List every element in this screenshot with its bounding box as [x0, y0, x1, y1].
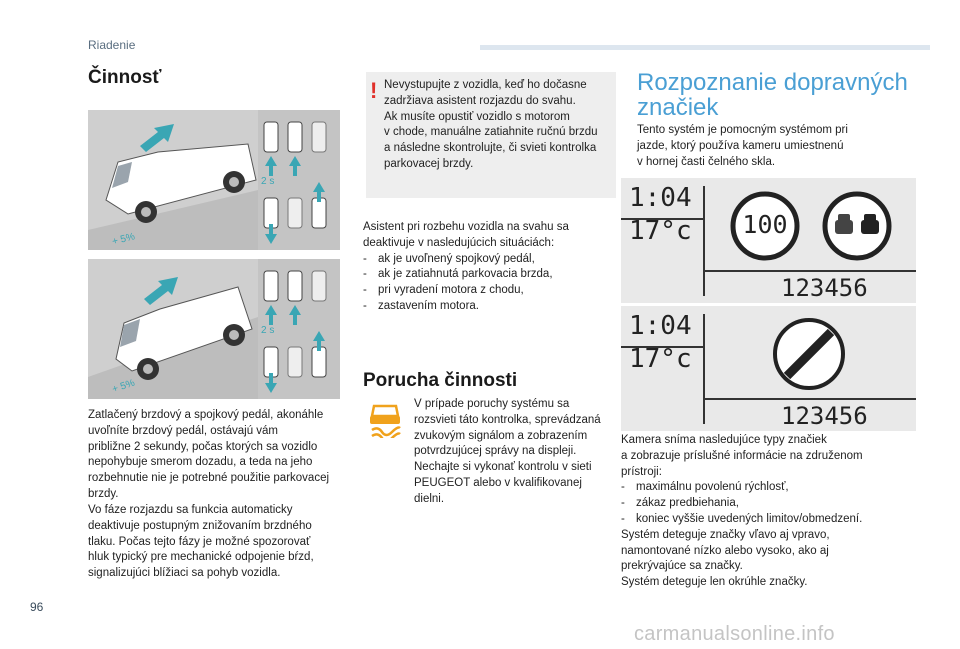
paragraph-deactivation — [88, 503, 353, 582]
clock-readout: 1:04 — [629, 311, 692, 341]
odometer-readout: 123456 — [781, 402, 868, 430]
deactivation-list — [363, 252, 618, 315]
text-line: a následne skontrolujte, či svieti kontrolka — [384, 142, 597, 155]
speed-limit-value: 100 — [742, 210, 788, 239]
list-item: - ak je uvoľnený spojkový pedál, — [363, 252, 618, 268]
instrument-display-1 — [621, 178, 916, 303]
text-line: v hornej časti čelného skla. — [637, 155, 776, 168]
text-line: potvrdzujúcej správy na displeji. — [414, 445, 577, 458]
text-line: Zatlačený brzdový a spojkový pedál, akonáhle — [88, 409, 324, 421]
warning-icon: ! — [370, 78, 378, 103]
hill-start-figure-2 — [88, 259, 340, 399]
text-line: a zobrazuje príslušné informácie na združenom — [621, 449, 863, 462]
section-title-fault: Porucha činnosti — [363, 370, 518, 391]
list-item: - pri vyradení motora z chodu, — [363, 283, 618, 299]
text-line: parkovacej brzdy. — [384, 157, 474, 170]
text-line: deaktivuje postupným znižovaním brzdného — [88, 519, 312, 532]
display-divider — [703, 398, 916, 400]
time-label: 2 s — [261, 325, 275, 336]
no-overtaking-sign-icon — [821, 190, 893, 262]
text-line: Systém deteguje značky vľavo aj vpravo, — [621, 528, 830, 541]
text-line: Ak musíte opustiť vozidlo s motorom — [384, 110, 570, 123]
odometer-readout: 123456 — [781, 274, 868, 302]
text-line: brzdy. — [88, 487, 119, 500]
end-of-restrictions-sign-icon — [771, 316, 847, 392]
display-divider — [703, 270, 916, 272]
text-line: zvukovým signálom a zobrazením — [414, 429, 588, 442]
title-line: značiek — [637, 94, 719, 121]
list-item: - maximálnu povolenú rýchlosť, — [621, 480, 921, 496]
text-line: Nechajte si vykonať kontrolu v sieti — [414, 461, 592, 474]
text-line: uvoľníte brzdový pedál, ostávajú vám — [88, 424, 279, 437]
time-label: 2 s — [261, 176, 275, 187]
text-line: dielni. — [414, 492, 445, 505]
text-line: namontované nízko alebo vysoko, ako aj — [621, 544, 829, 557]
display-divider — [703, 314, 705, 424]
van-on-slope-illustration — [88, 110, 340, 250]
section-title-cinnost: Činnosť — [88, 67, 162, 88]
text-line: V prípade poruchy systému sa — [414, 398, 570, 410]
deactivation-intro — [363, 220, 618, 315]
page-number: 96 — [30, 600, 44, 614]
text-line: deaktivuje v nasledujúcich situáciách: — [363, 236, 555, 249]
text-line: rozsvieti táto kontrolka, sprevádzaná — [414, 413, 601, 426]
paragraph-brake-hold — [88, 408, 353, 503]
temperature-readout: 17°c — [629, 216, 692, 246]
text-line: signalizujúci blížiaci sa pohyb vozidla. — [88, 567, 281, 580]
slope-label: + 5% — [110, 377, 137, 396]
text-line: približne 2 sekundy, počas ktorých sa vozidlo — [88, 440, 318, 453]
hill-assist-warning-lamp-icon — [368, 402, 402, 438]
slope-label: + 5% — [111, 231, 137, 248]
text-line: zadržiava asistent rozjazdu do svahu. — [384, 94, 576, 107]
text-line: nepohybuje smerom dozadu, a teda na jeho — [88, 456, 313, 469]
text-line: jazde, ktorý používa kameru umiestnenú — [637, 139, 844, 152]
text-line: tlaku. Počas tejto fázy je možné spozorovať — [88, 535, 311, 548]
clock-readout: 1:04 — [629, 183, 692, 213]
text-line: rozbehnutie nie je potrebné použitie parkovacej — [88, 472, 330, 485]
warning-text — [384, 78, 614, 173]
text-line: Systém deteguje len okrúhle značky. — [621, 576, 808, 589]
title-line: Rozpoznanie dopravných — [637, 69, 908, 96]
hill-start-figure-1 — [88, 110, 340, 250]
text-line: prekrývajúce sa značky. — [621, 560, 743, 573]
list-item: - koniec vyššie uvedených limitov/obmedzení. — [621, 512, 921, 528]
text-line: Asistent pri rozbehu vozidla na svahu sa — [363, 221, 569, 233]
text-line: Tento systém je pomocným systémom pri — [637, 124, 848, 136]
list-item: - ak je zatiahnutá parkovacia brzda, — [363, 267, 618, 283]
text-line: PEUGEOT alebo v kvalifikovanej — [414, 476, 582, 489]
list-item: - zákaz predbiehania, — [621, 496, 921, 512]
camera-detection-text — [621, 433, 921, 591]
text-line: hluk typický pre mechanické odpojenie bŕzd, — [88, 551, 314, 564]
section-header: Riadenie — [88, 38, 136, 52]
text-line: Nevystupujte z vozidla, keď ho dočasne — [384, 79, 587, 91]
van-on-slope-illustration — [88, 259, 340, 399]
text-line: Kamera sníma nasledujúce typy značiek — [621, 434, 827, 446]
text-line: v chode, manuálne zatiahnite ručnú brzdu — [384, 126, 598, 139]
sign-types-list — [621, 480, 921, 527]
watermark: carmanualsonline.info — [634, 623, 835, 645]
display-divider — [703, 186, 705, 296]
temperature-readout: 17°c — [629, 344, 692, 374]
text-line: Vo fáze rozjazdu sa funkcia automaticky — [88, 504, 293, 516]
traffic-sign-intro — [637, 123, 907, 170]
section-title-traffic-signs — [637, 70, 908, 120]
text-line: prístroji: — [621, 465, 662, 478]
header-divider — [480, 45, 930, 50]
fault-text — [414, 397, 624, 508]
instrument-display-2 — [621, 306, 916, 431]
list-item: - zastavením motora. — [363, 299, 618, 315]
